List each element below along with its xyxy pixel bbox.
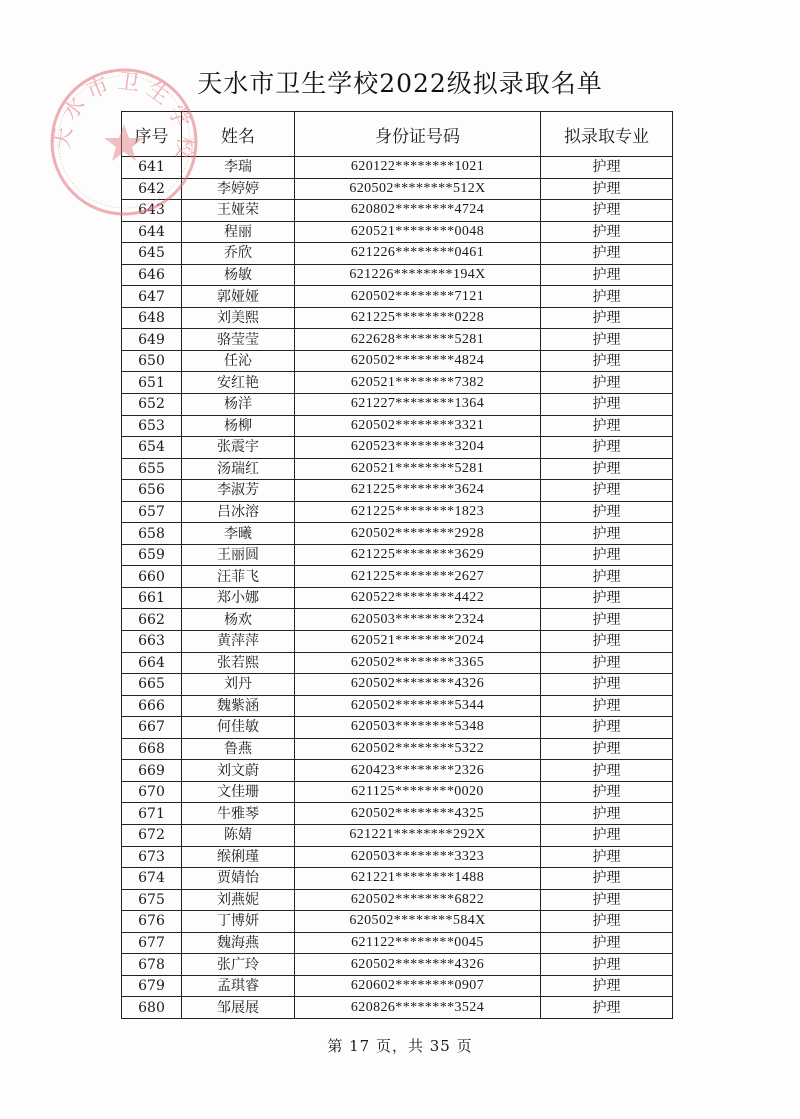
header-major: 拟录取专业 xyxy=(541,112,673,157)
id-number-cell: 620502********7121 xyxy=(295,286,541,308)
table-row xyxy=(122,178,673,200)
name-cell: 牛雅琴 xyxy=(182,803,295,825)
serial-number-cell: 677 xyxy=(122,932,182,954)
name-cell: 陈婧 xyxy=(182,824,295,846)
name-cell: 吕冰溶 xyxy=(182,501,295,523)
table-row xyxy=(122,738,673,760)
serial-number-cell: 676 xyxy=(122,911,182,933)
table-row xyxy=(122,350,673,372)
major-cell: 护理 xyxy=(541,631,673,653)
serial-number-cell: 651 xyxy=(122,372,182,394)
id-number-cell: 621125********0020 xyxy=(295,781,541,803)
major-cell: 护理 xyxy=(541,932,673,954)
table-row xyxy=(122,587,673,609)
serial-number-cell: 662 xyxy=(122,609,182,631)
serial-number-cell: 661 xyxy=(122,587,182,609)
id-number-cell: 622628********5281 xyxy=(295,329,541,351)
name-cell: 李瑞 xyxy=(182,157,295,179)
id-number-cell: 620502********512X xyxy=(295,178,541,200)
table-body xyxy=(122,157,673,1019)
major-cell: 护理 xyxy=(541,178,673,200)
table-row xyxy=(122,652,673,674)
serial-number-cell: 675 xyxy=(122,889,182,911)
id-number-cell: 620502********4325 xyxy=(295,803,541,825)
major-cell: 护理 xyxy=(541,975,673,997)
serial-number-cell: 670 xyxy=(122,781,182,803)
id-number-cell: 620502********4824 xyxy=(295,350,541,372)
name-cell: 任沁 xyxy=(182,350,295,372)
table-row xyxy=(122,307,673,329)
name-cell: 李婷婷 xyxy=(182,178,295,200)
major-cell: 护理 xyxy=(541,286,673,308)
admission-table xyxy=(121,111,673,1019)
id-number-cell: 620503********5348 xyxy=(295,717,541,739)
id-number-cell: 620502********3365 xyxy=(295,652,541,674)
major-cell: 护理 xyxy=(541,738,673,760)
major-cell: 护理 xyxy=(541,846,673,868)
major-cell: 护理 xyxy=(541,394,673,416)
table-row xyxy=(122,760,673,782)
id-number-cell: 620602********0907 xyxy=(295,975,541,997)
table-row xyxy=(122,846,673,868)
name-cell: 文佳珊 xyxy=(182,781,295,803)
id-number-cell: 620502********584X xyxy=(295,911,541,933)
page-footer: 第 17 页，共 35 页 xyxy=(327,1037,473,1055)
table-row xyxy=(122,394,673,416)
header-name: 姓名 xyxy=(182,112,295,157)
id-number-cell: 620802********4724 xyxy=(295,200,541,222)
name-cell: 刘文蔚 xyxy=(182,760,295,782)
name-cell: 王娅荣 xyxy=(182,200,295,222)
serial-number-cell: 643 xyxy=(122,200,182,222)
serial-number-cell: 665 xyxy=(122,674,182,696)
table-row xyxy=(122,674,673,696)
name-cell: 李淑芳 xyxy=(182,480,295,502)
major-cell: 护理 xyxy=(541,437,673,459)
table-row xyxy=(122,781,673,803)
id-number-cell: 620502********3321 xyxy=(295,415,541,437)
table-row xyxy=(122,501,673,523)
serial-number-cell: 658 xyxy=(122,523,182,545)
name-cell: 孟琪睿 xyxy=(182,975,295,997)
major-cell: 护理 xyxy=(541,480,673,502)
serial-number-cell: 642 xyxy=(122,178,182,200)
name-cell: 贾婧怡 xyxy=(182,868,295,890)
id-number-cell: 621221********1488 xyxy=(295,868,541,890)
table-row xyxy=(122,523,673,545)
table-row xyxy=(122,695,673,717)
id-number-cell: 620502********5344 xyxy=(295,695,541,717)
table-row xyxy=(122,954,673,976)
id-number-cell: 621122********0045 xyxy=(295,932,541,954)
name-cell: 杨洋 xyxy=(182,394,295,416)
header-id-number: 身份证号码 xyxy=(295,112,541,157)
major-cell: 护理 xyxy=(541,587,673,609)
serial-number-cell: 647 xyxy=(122,286,182,308)
name-cell: 杨柳 xyxy=(182,415,295,437)
major-cell: 护理 xyxy=(541,997,673,1019)
table-row xyxy=(122,480,673,502)
serial-number-cell: 667 xyxy=(122,717,182,739)
name-cell: 邹展展 xyxy=(182,997,295,1019)
serial-number-cell: 659 xyxy=(122,544,182,566)
major-cell: 护理 xyxy=(541,760,673,782)
major-cell: 护理 xyxy=(541,523,673,545)
header-serial-number: 序号 xyxy=(122,112,182,157)
serial-number-cell: 678 xyxy=(122,954,182,976)
name-cell: 骆莹莹 xyxy=(182,329,295,351)
serial-number-cell: 656 xyxy=(122,480,182,502)
major-cell: 护理 xyxy=(541,695,673,717)
major-cell: 护理 xyxy=(541,824,673,846)
serial-number-cell: 664 xyxy=(122,652,182,674)
table-row xyxy=(122,566,673,588)
serial-number-cell: 671 xyxy=(122,803,182,825)
id-number-cell: 621227********1364 xyxy=(295,394,541,416)
name-cell: 张震宇 xyxy=(182,437,295,459)
serial-number-cell: 652 xyxy=(122,394,182,416)
name-cell: 汪菲飞 xyxy=(182,566,295,588)
id-number-cell: 620521********7382 xyxy=(295,372,541,394)
major-cell: 护理 xyxy=(541,307,673,329)
table-row xyxy=(122,609,673,631)
major-cell: 护理 xyxy=(541,674,673,696)
name-cell: 张广玲 xyxy=(182,954,295,976)
major-cell: 护理 xyxy=(541,458,673,480)
table-row xyxy=(122,824,673,846)
id-number-cell: 620522********4422 xyxy=(295,587,541,609)
table-row xyxy=(122,717,673,739)
serial-number-cell: 650 xyxy=(122,350,182,372)
seal-text: 天水市卫生学校 xyxy=(49,69,199,166)
serial-number-cell: 663 xyxy=(122,631,182,653)
serial-number-cell: 660 xyxy=(122,566,182,588)
name-cell: 杨欢 xyxy=(182,609,295,631)
serial-number-cell: 666 xyxy=(122,695,182,717)
name-cell: 安红艳 xyxy=(182,372,295,394)
id-number-cell: 620502********4326 xyxy=(295,674,541,696)
table-row xyxy=(122,544,673,566)
serial-number-cell: 641 xyxy=(122,157,182,179)
serial-number-cell: 649 xyxy=(122,329,182,351)
major-cell: 护理 xyxy=(541,781,673,803)
major-cell: 护理 xyxy=(541,609,673,631)
name-cell: 乔欣 xyxy=(182,243,295,265)
table-row xyxy=(122,415,673,437)
name-cell: 黄萍萍 xyxy=(182,631,295,653)
major-cell: 护理 xyxy=(541,717,673,739)
serial-number-cell: 668 xyxy=(122,738,182,760)
id-number-cell: 621225********3624 xyxy=(295,480,541,502)
table-row xyxy=(122,997,673,1019)
id-number-cell: 620502********4326 xyxy=(295,954,541,976)
table-row xyxy=(122,975,673,997)
id-number-cell: 620503********2324 xyxy=(295,609,541,631)
major-cell: 护理 xyxy=(541,566,673,588)
serial-number-cell: 669 xyxy=(122,760,182,782)
name-cell: 缑俐瑾 xyxy=(182,846,295,868)
name-cell: 李曦 xyxy=(182,523,295,545)
serial-number-cell: 673 xyxy=(122,846,182,868)
major-cell: 护理 xyxy=(541,803,673,825)
major-cell: 护理 xyxy=(541,350,673,372)
serial-number-cell: 655 xyxy=(122,458,182,480)
id-number-cell: 620503********3323 xyxy=(295,846,541,868)
serial-number-cell: 644 xyxy=(122,221,182,243)
serial-number-cell: 657 xyxy=(122,501,182,523)
id-number-cell: 621226********0461 xyxy=(295,243,541,265)
name-cell: 张若熙 xyxy=(182,652,295,674)
major-cell: 护理 xyxy=(541,200,673,222)
id-number-cell: 620521********5281 xyxy=(295,458,541,480)
id-number-cell: 620523********3204 xyxy=(295,437,541,459)
id-number-cell: 620826********3524 xyxy=(295,997,541,1019)
major-cell: 护理 xyxy=(541,372,673,394)
id-number-cell: 621225********2627 xyxy=(295,566,541,588)
id-number-cell: 621225********0228 xyxy=(295,307,541,329)
major-cell: 护理 xyxy=(541,501,673,523)
name-cell: 刘丹 xyxy=(182,674,295,696)
major-cell: 护理 xyxy=(541,868,673,890)
table-header-row xyxy=(122,112,673,157)
table-row xyxy=(122,264,673,286)
serial-number-cell: 672 xyxy=(122,824,182,846)
major-cell: 护理 xyxy=(541,221,673,243)
id-number-cell: 620502********2928 xyxy=(295,523,541,545)
serial-number-cell: 648 xyxy=(122,307,182,329)
major-cell: 护理 xyxy=(541,544,673,566)
table-row xyxy=(122,329,673,351)
table-row xyxy=(122,221,673,243)
table-row xyxy=(122,631,673,653)
document-title: 天水市卫生学校2022级拟录取名单 xyxy=(197,69,603,98)
serial-number-cell: 679 xyxy=(122,975,182,997)
table-row xyxy=(122,803,673,825)
id-number-cell: 621221********292X xyxy=(295,824,541,846)
name-cell: 郑小娜 xyxy=(182,587,295,609)
id-number-cell: 621225********1823 xyxy=(295,501,541,523)
major-cell: 护理 xyxy=(541,157,673,179)
table-row xyxy=(122,889,673,911)
table-row xyxy=(122,911,673,933)
name-cell: 刘美熙 xyxy=(182,307,295,329)
table-row xyxy=(122,868,673,890)
name-cell: 程丽 xyxy=(182,221,295,243)
table-row xyxy=(122,372,673,394)
name-cell: 王丽圆 xyxy=(182,544,295,566)
id-number-cell: 621226********194X xyxy=(295,264,541,286)
name-cell: 汤瑞红 xyxy=(182,458,295,480)
serial-number-cell: 653 xyxy=(122,415,182,437)
serial-number-cell: 645 xyxy=(122,243,182,265)
id-number-cell: 620502********6822 xyxy=(295,889,541,911)
id-number-cell: 620521********0048 xyxy=(295,221,541,243)
name-cell: 魏紫涵 xyxy=(182,695,295,717)
serial-number-cell: 654 xyxy=(122,437,182,459)
id-number-cell: 621225********3629 xyxy=(295,544,541,566)
name-cell: 郭娅娅 xyxy=(182,286,295,308)
major-cell: 护理 xyxy=(541,954,673,976)
name-cell: 杨敏 xyxy=(182,264,295,286)
serial-number-cell: 680 xyxy=(122,997,182,1019)
table-row xyxy=(122,458,673,480)
name-cell: 何佳敏 xyxy=(182,717,295,739)
name-cell: 丁博妍 xyxy=(182,911,295,933)
id-number-cell: 620521********2024 xyxy=(295,631,541,653)
major-cell: 护理 xyxy=(541,911,673,933)
table-row xyxy=(122,157,673,179)
major-cell: 护理 xyxy=(541,415,673,437)
serial-number-cell: 674 xyxy=(122,868,182,890)
table-row xyxy=(122,437,673,459)
major-cell: 护理 xyxy=(541,889,673,911)
table-row xyxy=(122,286,673,308)
serial-number-cell: 646 xyxy=(122,264,182,286)
major-cell: 护理 xyxy=(541,243,673,265)
name-cell: 刘燕妮 xyxy=(182,889,295,911)
id-number-cell: 620122********1021 xyxy=(295,157,541,179)
name-cell: 鲁燕 xyxy=(182,738,295,760)
table-row xyxy=(122,932,673,954)
major-cell: 护理 xyxy=(541,329,673,351)
major-cell: 护理 xyxy=(541,652,673,674)
id-number-cell: 620423********2326 xyxy=(295,760,541,782)
table-row xyxy=(122,243,673,265)
name-cell: 魏海燕 xyxy=(182,932,295,954)
table-row xyxy=(122,200,673,222)
id-number-cell: 620502********5322 xyxy=(295,738,541,760)
major-cell: 护理 xyxy=(541,264,673,286)
